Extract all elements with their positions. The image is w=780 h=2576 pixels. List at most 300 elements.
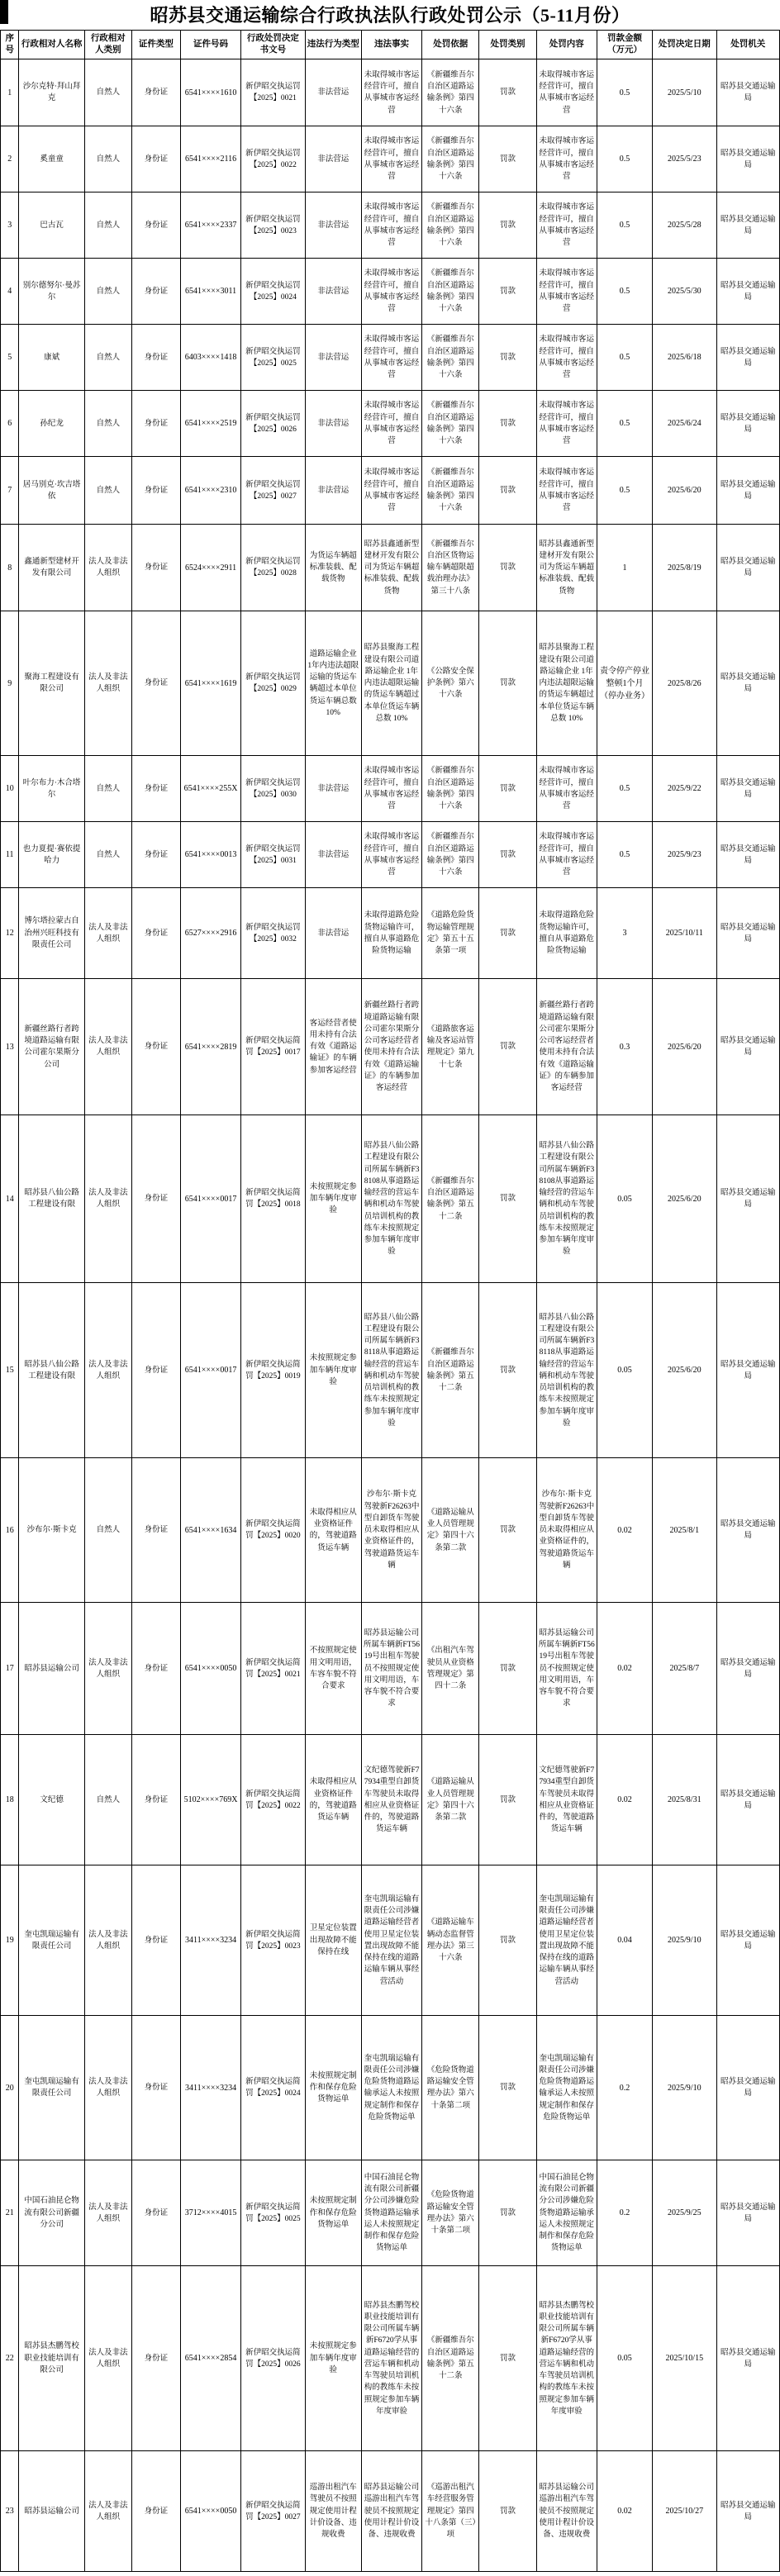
cell-authority: 昭苏县交通运输局: [716, 2016, 780, 2160]
cell-cert_type: 身份证: [131, 1283, 180, 1458]
cell-name: 别尔德努尔·曼苏尔: [19, 259, 84, 325]
cell-facts: 昭苏县运输公司所属车辆新FT5619号出租车驾驶员不按照规定使用文明用语，车容车貌不符合要求: [361, 1603, 421, 1735]
cell-fine_amount: 0.5: [597, 192, 652, 259]
cell-cert_type: 身份证: [131, 1603, 180, 1735]
column-header-facts: 违法事实: [361, 31, 421, 59]
cell-basis: 《危险货物道路运输安全管理办法》第六十条第二项: [422, 2160, 479, 2266]
column-header-name: 行政相对人名称: [19, 31, 84, 59]
cell-name: 康斌: [19, 325, 84, 391]
cell-no: 15: [1, 1283, 19, 1458]
table-row: [1, 822, 780, 888]
cell-fine_amount: 责令停产停业整顿1个月（停办业务）: [597, 611, 652, 756]
cell-penalty_category: 罚款: [479, 2160, 536, 2266]
cell-cert_type: 身份证: [131, 756, 180, 822]
cell-decision_date: 2025/5/30: [653, 259, 716, 325]
cell-facts: 新疆丝路行者跨境道路运输有限公司霍尔果斯分公司客运经营者使用未持有合法有效《道路运输证》的车辆参加客运经营: [361, 979, 421, 1115]
column-header-basis: 处罚依据: [422, 31, 479, 59]
table-row: [1, 259, 780, 325]
cell-penalty_content: 未取得道路危险货物运输许可，擅自从事道路危险货物运输: [536, 888, 597, 979]
table-row: [1, 525, 780, 611]
table-row: [1, 1603, 780, 1735]
cell-no: 16: [1, 1458, 19, 1603]
cell-decision_date: 2025/6/20: [653, 979, 716, 1115]
cell-name: 奚童童: [19, 126, 84, 192]
cell-category: 法人及非法人组织: [84, 2451, 131, 2572]
column-header-cert_type: 证件类型: [131, 31, 180, 59]
cell-doc_no: 新伊昭交执运罚【2025】0030: [241, 756, 305, 822]
cell-facts: 未取得城市客运经营许可，擅自从事城市客运经营: [361, 457, 421, 525]
cell-penalty_content: 未取得城市客运经营许可，擅自从事城市客运经营: [536, 756, 597, 822]
cell-basis: 《巡游出租汽车经营服务管理规定》第四十八条第（三）项: [422, 2451, 479, 2572]
cell-decision_date: 2025/9/25: [653, 2160, 716, 2266]
cell-facts: 昭苏县鑫通新型建材开发有限公司为货运车辆超标准装载、配载货物: [361, 525, 421, 611]
cell-authority: 昭苏县交通运输局: [716, 2451, 780, 2572]
cell-cert_type: 身份证: [131, 457, 180, 525]
cell-penalty_content: 未取得城市客运经营许可，擅自从事城市客运经营: [536, 192, 597, 259]
cell-penalty_content: 未取得城市客运经营许可，擅自从事城市客运经营: [536, 822, 597, 888]
cell-penalty_category: 罚款: [479, 391, 536, 457]
column-header-authority: 处罚机关: [716, 31, 780, 59]
cell-penalty_category: 罚款: [479, 979, 536, 1115]
cell-category: 法人及非法人组织: [84, 1865, 131, 2016]
cell-doc_no: 新伊昭交执运罚【2025】0028: [241, 525, 305, 611]
table-row: [1, 2016, 780, 2160]
cell-decision_date: 2025/6/20: [653, 1283, 716, 1458]
cell-cert_no: 6541××××2519: [180, 391, 240, 457]
cell-name: 鑫通新型建材开发有限公司: [19, 525, 84, 611]
cell-facts: 未取得城市客运经营许可，擅自从事城市客运经营: [361, 192, 421, 259]
corner-mark: [0, 0, 8, 24]
header-row: [1, 31, 780, 59]
cell-cert_no: 6541××××1634: [180, 1458, 240, 1603]
cell-doc_no: 新伊昭交执运罚【2025】0031: [241, 822, 305, 888]
cell-basis: 《新疆维吾尔自治区道路运输条例》第五十二条: [422, 1283, 479, 1458]
cell-decision_date: 2025/5/28: [653, 192, 716, 259]
cell-authority: 昭苏县交通运输局: [716, 1603, 780, 1735]
cell-decision_date: 2025/5/10: [653, 59, 716, 126]
cell-penalty_category: 罚款: [479, 2266, 536, 2451]
cell-name: 昭苏县运输公司: [19, 1603, 84, 1735]
cell-no: 8: [1, 525, 19, 611]
cell-penalty_category: 罚款: [479, 1458, 536, 1603]
cell-no: 23: [1, 2451, 19, 2572]
cell-penalty_content: 昭苏县运输公司所属车辆新FT5619号出租车驾驶员不按照规定使用文明用语，车容车貌不符合要求: [536, 1603, 597, 1735]
cell-penalty_category: 罚款: [479, 325, 536, 391]
cell-cert_no: 6524××××2911: [180, 525, 240, 611]
cell-category: 自然人: [84, 325, 131, 391]
cell-authority: 昭苏县交通运输局: [716, 259, 780, 325]
cell-category: 自然人: [84, 59, 131, 126]
cell-name: 昭苏县八仙公路工程建设有限: [19, 1115, 84, 1283]
cell-name: 文纪德: [19, 1735, 84, 1865]
cell-decision_date: 2025/9/22: [653, 756, 716, 822]
column-header-penalty_content: 处罚内容: [536, 31, 597, 59]
cell-cert_no: 6541××××2116: [180, 126, 240, 192]
cell-decision_date: 2025/6/24: [653, 391, 716, 457]
cell-no: 13: [1, 979, 19, 1115]
cell-facts: 未取得道路危险货物运输许可，擅自从事道路危险货物运输: [361, 888, 421, 979]
cell-facts: 文纪德驾驶新F77934重型自卸货车驾驶员未取得相应从业资格证件的，驾驶道路货运车辆: [361, 1735, 421, 1865]
table-row: [1, 1283, 780, 1458]
cell-doc_no: 新伊昭交执运简罚【2025】0017: [241, 979, 305, 1115]
cell-penalty_category: 罚款: [479, 1115, 536, 1283]
cell-fine_amount: 0.02: [597, 1603, 652, 1735]
cell-doc_no: 新伊昭交执运简罚【2025】0027: [241, 2451, 305, 2572]
cell-basis: 《新疆维吾尔自治区道路运输条例》第四十六条: [422, 192, 479, 259]
cell-violation_type: 未取得相应从业资格证件的，驾驶道路货运车辆: [305, 1735, 361, 1865]
cell-no: 21: [1, 2160, 19, 2266]
cell-violation_type: 非法营运: [305, 391, 361, 457]
cell-penalty_category: 罚款: [479, 192, 536, 259]
cell-authority: 昭苏县交通运输局: [716, 888, 780, 979]
cell-fine_amount: 0.5: [597, 391, 652, 457]
cell-authority: 昭苏县交通运输局: [716, 756, 780, 822]
cell-doc_no: 新伊昭交执运简罚【2025】0025: [241, 2160, 305, 2266]
cell-facts: 昭苏县运输公司巡游出租汽车驾驶员不按照规定使用计程计价设备、违规收费: [361, 2451, 421, 2572]
cell-fine_amount: 0.5: [597, 59, 652, 126]
cell-category: 自然人: [84, 259, 131, 325]
cell-basis: 《新疆维吾尔自治区道路运输条例》第四十六条: [422, 59, 479, 126]
cell-cert_no: 6541××××0050: [180, 2451, 240, 2572]
cell-decision_date: 2025/10/15: [653, 2266, 716, 2451]
cell-violation_type: 非法营运: [305, 822, 361, 888]
cell-doc_no: 新伊昭交执运简罚【2025】0021: [241, 1603, 305, 1735]
cell-decision_date: 2025/9/10: [653, 1865, 716, 2016]
cell-penalty_category: 罚款: [479, 59, 536, 126]
cell-name: 叶尔布力·木合塔尔: [19, 756, 84, 822]
cell-fine_amount: 0.04: [597, 1865, 652, 2016]
table-row: [1, 391, 780, 457]
cell-authority: 昭苏县交通运输局: [716, 391, 780, 457]
cell-category: 法人及非法人组织: [84, 1603, 131, 1735]
cell-authority: 昭苏县交通运输局: [716, 1283, 780, 1458]
cell-authority: 昭苏县交通运输局: [716, 979, 780, 1115]
cell-penalty_category: 罚款: [479, 126, 536, 192]
cell-no: 19: [1, 1865, 19, 2016]
cell-cert_type: 身份证: [131, 1865, 180, 2016]
column-header-penalty_category: 处罚类别: [479, 31, 536, 59]
table-row: [1, 979, 780, 1115]
cell-category: 法人及非法人组织: [84, 1115, 131, 1283]
cell-doc_no: 新伊昭交执运罚【2025】0023: [241, 192, 305, 259]
cell-facts: 未取得城市客运经营许可，擅自从事城市客运经营: [361, 259, 421, 325]
cell-penalty_content: 未取得城市客运经营许可，擅自从事城市客运经营: [536, 457, 597, 525]
cell-doc_no: 新伊昭交执运罚【2025】0022: [241, 126, 305, 192]
cell-cert_no: 6541××××0017: [180, 1115, 240, 1283]
cell-penalty_category: 罚款: [479, 888, 536, 979]
table-row: [1, 192, 780, 259]
cell-penalty_content: 未取得城市客运经营许可，擅自从事城市客运经营: [536, 325, 597, 391]
column-header-category: 行政相对人类别: [84, 31, 131, 59]
cell-doc_no: 新伊昭交执运罚【2025】0021: [241, 59, 305, 126]
cell-fine_amount: 0.5: [597, 756, 652, 822]
cell-violation_type: 非法营运: [305, 457, 361, 525]
cell-penalty_content: 新疆丝路行者跨境道路运输有限公司霍尔果斯分公司客运经营者使用未持有合法有效《道路运输证》的车辆参加客运经营: [536, 979, 597, 1115]
cell-facts: 奎屯凯瑞运输有限责任公司涉嫌危险货物道路运输承运人未按照规定制作和保存危险货物运单: [361, 2016, 421, 2160]
cell-cert_no: 6541××××0017: [180, 1283, 240, 1458]
cell-facts: 昭苏县八仙公路工程建设有限公司所属车辆新F38108从事道路运输经营的营运车辆和机动车驾驶员培训机构的教练车未按照规定参加车辆年度审验: [361, 1115, 421, 1283]
cell-penalty_content: 昭苏县运输公司巡游出租汽车驾驶员不按照规定使用计程计价设备、违规收费: [536, 2451, 597, 2572]
cell-facts: 昭苏县聚海工程建设有限公司道路运输企业 1年内违法超限运输的货运车辆超过本单位货运车辆总数 10%: [361, 611, 421, 756]
cell-category: 自然人: [84, 1458, 131, 1603]
cell-basis: 《道路危险货物运输管理规定》第五十五条第一项: [422, 888, 479, 979]
cell-name: 聚海工程建设有限公司: [19, 611, 84, 756]
cell-no: 11: [1, 822, 19, 888]
cell-penalty_content: 未取得城市客运经营许可，擅自从事城市客运经营: [536, 126, 597, 192]
cell-decision_date: 2025/9/23: [653, 822, 716, 888]
cell-facts: 昭苏县八仙公路工程建设有限公司所属车辆新F38118从事道路运输经营的营运车辆和机动车驾驶员培训机构的教练车未按照规定参加车辆年度审验: [361, 1283, 421, 1458]
cell-category: 法人及非法人组织: [84, 611, 131, 756]
cell-cert_no: 6541××××2310: [180, 457, 240, 525]
cell-name: 中国石油昆仑物流有限公司新疆分公司: [19, 2160, 84, 2266]
cell-basis: 《新疆维吾尔自治区道路运输条例》第四十六条: [422, 126, 479, 192]
cell-violation_type: 不按照规定使用文明用语，车容车貌不符合要求: [305, 1603, 361, 1735]
cell-penalty_category: 罚款: [479, 457, 536, 525]
cell-name: 巴古瓦: [19, 192, 84, 259]
cell-category: 法人及非法人组织: [84, 1283, 131, 1458]
table-row: [1, 888, 780, 979]
cell-cert_no: 6541××××1610: [180, 59, 240, 126]
cell-decision_date: 2025/8/26: [653, 611, 716, 756]
table-row: [1, 611, 780, 756]
cell-decision_date: 2025/10/27: [653, 2451, 716, 2572]
cell-penalty_content: 昭苏县杰鹏驾校职业技能培训有限公司所属车辆新F6720学从事道路运输经营的营运车辆和机动车驾驶员培训机构的教练车未按照规定参加车辆年度审验: [536, 2266, 597, 2451]
cell-doc_no: 新伊昭交执运罚【2025】0024: [241, 259, 305, 325]
cell-basis: 《道路运输车辆动态监督管理办法》第三十六条: [422, 1865, 479, 2016]
cell-authority: 昭苏县交通运输局: [716, 1865, 780, 2016]
cell-fine_amount: 0.05: [597, 2266, 652, 2451]
cell-penalty_content: 沙布尔·斯卡克驾驶新F26263中型自卸货车驾驶员未取得相应从业资格证件的，驾驶道路货运车辆: [536, 1458, 597, 1603]
table-row: [1, 126, 780, 192]
cell-no: 7: [1, 457, 19, 525]
cell-cert_no: 6541××××3011: [180, 259, 240, 325]
table-row: [1, 2160, 780, 2266]
cell-cert_type: 身份证: [131, 822, 180, 888]
cell-cert_no: 6541××××2819: [180, 979, 240, 1115]
cell-no: 18: [1, 1735, 19, 1865]
cell-fine_amount: 0.2: [597, 2160, 652, 2266]
cell-violation_type: 非法营运: [305, 259, 361, 325]
column-header-cert_no: 证件号码: [180, 31, 240, 59]
cell-violation_type: 未按照规定参加车辆年度审验: [305, 1115, 361, 1283]
cell-violation_type: 巡游出租汽车驾驶员不按照规定使用计程计价设备、违规收费: [305, 2451, 361, 2572]
cell-penalty_category: 罚款: [479, 525, 536, 611]
cell-basis: 《新疆维吾尔自治区道路运输条例》第五十二条: [422, 2266, 479, 2451]
cell-facts: 未取得城市客运经营许可，擅自从事城市客运经营: [361, 822, 421, 888]
table-row: [1, 457, 780, 525]
cell-category: 法人及非法人组织: [84, 525, 131, 611]
cell-authority: 昭苏县交通运输局: [716, 1115, 780, 1283]
cell-doc_no: 新伊昭交执运简罚【2025】0019: [241, 1283, 305, 1458]
cell-fine_amount: 0.5: [597, 259, 652, 325]
cell-cert_type: 身份证: [131, 325, 180, 391]
cell-violation_type: 未按照规定参加车辆年度审验: [305, 2266, 361, 2451]
cell-violation_type: 非法营运: [305, 59, 361, 126]
cell-name: 孙纪龙: [19, 391, 84, 457]
cell-decision_date: 2025/6/18: [653, 325, 716, 391]
cell-doc_no: 新伊昭交执运简罚【2025】0024: [241, 2016, 305, 2160]
cell-facts: 未取得城市客运经营许可，擅自从事城市客运经营: [361, 325, 421, 391]
cell-penalty_content: 昭苏县八仙公路工程建设有限公司所属车辆新F38118从事道路运输经营的营运车辆和机动车驾驶员培训机构的教练车未按照规定参加车辆年度审验: [536, 1283, 597, 1458]
cell-penalty_category: 罚款: [479, 1603, 536, 1735]
cell-penalty_content: 昭苏县聚海工程建设有限公司道路运输企业 1年内违法超限运输的货运车辆超过本单位货运车辆总数 10%: [536, 611, 597, 756]
cell-facts: 未取得城市客运经营许可，擅自从事城市客运经营: [361, 756, 421, 822]
cell-no: 4: [1, 259, 19, 325]
cell-basis: 《道路运输从业人员管理规定》第四十六条第二款: [422, 1458, 479, 1603]
cell-facts: 奎屯凯瑞运输有限责任公司涉嫌道路运输经营者使用卫星定位装置出现故障不能保持在线的道路运输车辆从事经营活动: [361, 1865, 421, 2016]
cell-cert_type: 身份证: [131, 2160, 180, 2266]
cell-decision_date: 2025/8/31: [653, 1735, 716, 1865]
cell-no: 20: [1, 2016, 19, 2160]
cell-doc_no: 新伊昭交执运简罚【2025】0023: [241, 1865, 305, 2016]
cell-facts: 未取得城市客运经营许可，擅自从事城市客运经营: [361, 126, 421, 192]
cell-no: 12: [1, 888, 19, 979]
cell-cert_no: 6541××××1619: [180, 611, 240, 756]
cell-fine_amount: 0.02: [597, 2451, 652, 2572]
cell-penalty_category: 罚款: [479, 2016, 536, 2160]
cell-authority: 昭苏县交通运输局: [716, 192, 780, 259]
cell-cert_type: 身份证: [131, 1115, 180, 1283]
cell-basis: 《公路安全保护条例》第六十六条: [422, 611, 479, 756]
cell-cert_no: 6541××××255X: [180, 756, 240, 822]
cell-cert_type: 身份证: [131, 192, 180, 259]
table-row: [1, 59, 780, 126]
cell-cert_no: 6541××××0050: [180, 1603, 240, 1735]
cell-no: 22: [1, 2266, 19, 2451]
penalty-table: [0, 30, 780, 2572]
cell-name: 新疆丝路行者跨境道路运输有限公司霍尔果斯分公司: [19, 979, 84, 1115]
cell-violation_type: 非法营运: [305, 192, 361, 259]
cell-basis: 《道路运输从业人员管理规定》第四十六条第二款: [422, 1735, 479, 1865]
cell-authority: 昭苏县交通运输局: [716, 525, 780, 611]
cell-penalty_category: 罚款: [479, 259, 536, 325]
cell-violation_type: 未按照规定制作和保存危险货物运单: [305, 2016, 361, 2160]
cell-cert_no: 6541××××2337: [180, 192, 240, 259]
cell-basis: 《新疆维吾尔自治区货物运输车辆超限超载治理办法》第三十八条: [422, 525, 479, 611]
cell-doc_no: 新伊昭交执运罚【2025】0029: [241, 611, 305, 756]
cell-authority: 昭苏县交通运输局: [716, 2266, 780, 2451]
cell-fine_amount: 0.5: [597, 325, 652, 391]
cell-category: 自然人: [84, 126, 131, 192]
cell-cert_type: 身份证: [131, 126, 180, 192]
cell-name: 昭苏县运输公司: [19, 2451, 84, 2572]
cell-basis: 《新疆维吾尔自治区道路运输条例》第五十二条: [422, 1115, 479, 1283]
cell-penalty_category: 罚款: [479, 611, 536, 756]
cell-basis: 《新疆维吾尔自治区道路运输条例》第四十六条: [422, 756, 479, 822]
cell-violation_type: 为货运车辆超标准装载、配载货物: [305, 525, 361, 611]
cell-penalty_category: 罚款: [479, 822, 536, 888]
page-title: 昭苏县交通运输综合行政执法队行政处罚公示（5-11月份）: [150, 5, 630, 26]
cell-cert_type: 身份证: [131, 525, 180, 611]
cell-violation_type: 客运经营者使用未持有合法有效《道路运输证》的车辆参加客运经营: [305, 979, 361, 1115]
cell-decision_date: 2025/6/20: [653, 1115, 716, 1283]
cell-decision_date: 2025/8/7: [653, 1603, 716, 1735]
cell-authority: 昭苏县交通运输局: [716, 325, 780, 391]
cell-category: 法人及非法人组织: [84, 888, 131, 979]
cell-cert_type: 身份证: [131, 979, 180, 1115]
cell-doc_no: 新伊昭交执运简罚【2025】0020: [241, 1458, 305, 1603]
cell-penalty_content: 昭苏县鑫通新型建材开发有限公司为货运车辆超标准装载、配载货物: [536, 525, 597, 611]
cell-no: 9: [1, 611, 19, 756]
cell-cert_type: 身份证: [131, 2451, 180, 2572]
cell-decision_date: 2025/5/23: [653, 126, 716, 192]
column-header-decision_date: 处罚决定日期: [653, 31, 716, 59]
cell-authority: 昭苏县交通运输局: [716, 611, 780, 756]
cell-penalty_content: 未取得城市客运经营许可，擅自从事城市客运经营: [536, 59, 597, 126]
cell-category: 法人及非法人组织: [84, 2160, 131, 2266]
cell-violation_type: 非法营运: [305, 126, 361, 192]
cell-cert_type: 身份证: [131, 2266, 180, 2451]
cell-cert_no: 6541××××2854: [180, 2266, 240, 2451]
table-row: [1, 756, 780, 822]
cell-violation_type: 非法营运: [305, 756, 361, 822]
cell-name: 奎屯凯瑞运输有限责任公司: [19, 2016, 84, 2160]
cell-penalty_category: 罚款: [479, 756, 536, 822]
cell-category: 法人及非法人组织: [84, 2016, 131, 2160]
cell-no: 6: [1, 391, 19, 457]
cell-violation_type: 道路运输企业 1年内违法超限运输的货运车辆超过本单位货运车辆总数 10%: [305, 611, 361, 756]
cell-penalty_content: 未取得城市客运经营许可，擅自从事城市客运经营: [536, 259, 597, 325]
cell-no: 2: [1, 126, 19, 192]
cell-violation_type: 非法营运: [305, 325, 361, 391]
cell-basis: 《新疆维吾尔自治区道路运输条例》第四十六条: [422, 822, 479, 888]
column-header-violation_type: 违法行为类型: [305, 31, 361, 59]
cell-category: 法人及非法人组织: [84, 2266, 131, 2451]
column-header-no: 序号: [1, 31, 19, 59]
cell-violation_type: 非法营运: [305, 888, 361, 979]
cell-cert_type: 身份证: [131, 1458, 180, 1603]
cell-basis: 《新疆维吾尔自治区道路运输条例》第四十六条: [422, 325, 479, 391]
cell-no: 14: [1, 1115, 19, 1283]
cell-fine_amount: 0.2: [597, 2016, 652, 2160]
cell-facts: 沙布尔·斯卡克驾驶新F26263中型自卸货车驾驶员未取得相应从业资格证件的，驾驶道路货运车辆: [361, 1458, 421, 1603]
table-row: [1, 1735, 780, 1865]
cell-fine_amount: 0.5: [597, 126, 652, 192]
cell-cert_type: 身份证: [131, 391, 180, 457]
cell-fine_amount: 0.3: [597, 979, 652, 1115]
cell-authority: 昭苏县交通运输局: [716, 457, 780, 525]
cell-penalty_content: 未取得城市客运经营许可，擅自从事城市客运经营: [536, 391, 597, 457]
cell-category: 自然人: [84, 756, 131, 822]
cell-violation_type: 未取得相应从业资格证件的，驾驶道路货运车辆: [305, 1458, 361, 1603]
cell-penalty_content: 昭苏县八仙公路工程建设有限公司所属车辆新F38108从事道路运输经营的营运车辆和机动车驾驶员培训机构的教练车未按照规定参加车辆年度审验: [536, 1115, 597, 1283]
cell-category: 法人及非法人组织: [84, 979, 131, 1115]
cell-fine_amount: 0.05: [597, 1283, 652, 1458]
cell-cert_no: 3712××××4015: [180, 2160, 240, 2266]
cell-name: 博尔塔拉蒙古自治州兴旺科技有限责任公司: [19, 888, 84, 979]
table-row: [1, 1115, 780, 1283]
cell-cert_type: 身份证: [131, 2016, 180, 2160]
cell-cert_type: 身份证: [131, 888, 180, 979]
cell-fine_amount: 0.5: [597, 457, 652, 525]
cell-cert_type: 身份证: [131, 259, 180, 325]
table-row: [1, 2451, 780, 2572]
cell-name: 也力夏提·赛依提哈力: [19, 822, 84, 888]
cell-authority: 昭苏县交通运输局: [716, 126, 780, 192]
cell-penalty_content: 中国石油昆仑物流有限公司新疆分公司涉嫌危险货物道路运输承运人未按照规定制作和保存危险货物运单: [536, 2160, 597, 2266]
cell-fine_amount: 1: [597, 525, 652, 611]
cell-penalty_category: 罚款: [479, 1735, 536, 1865]
cell-cert_no: 3411××××3234: [180, 1865, 240, 2016]
cell-penalty_category: 罚款: [479, 2451, 536, 2572]
cell-authority: 昭苏县交通运输局: [716, 1458, 780, 1603]
cell-name: 昭苏县八仙公路工程建设有限: [19, 1283, 84, 1458]
table-body: [1, 59, 780, 2572]
cell-basis: 《新疆维吾尔自治区道路运输条例》第四十六条: [422, 457, 479, 525]
cell-cert_no: 6403××××1418: [180, 325, 240, 391]
cell-cert_type: 身份证: [131, 611, 180, 756]
cell-facts: 未取得城市客运经营许可，擅自从事城市客运经营: [361, 59, 421, 126]
